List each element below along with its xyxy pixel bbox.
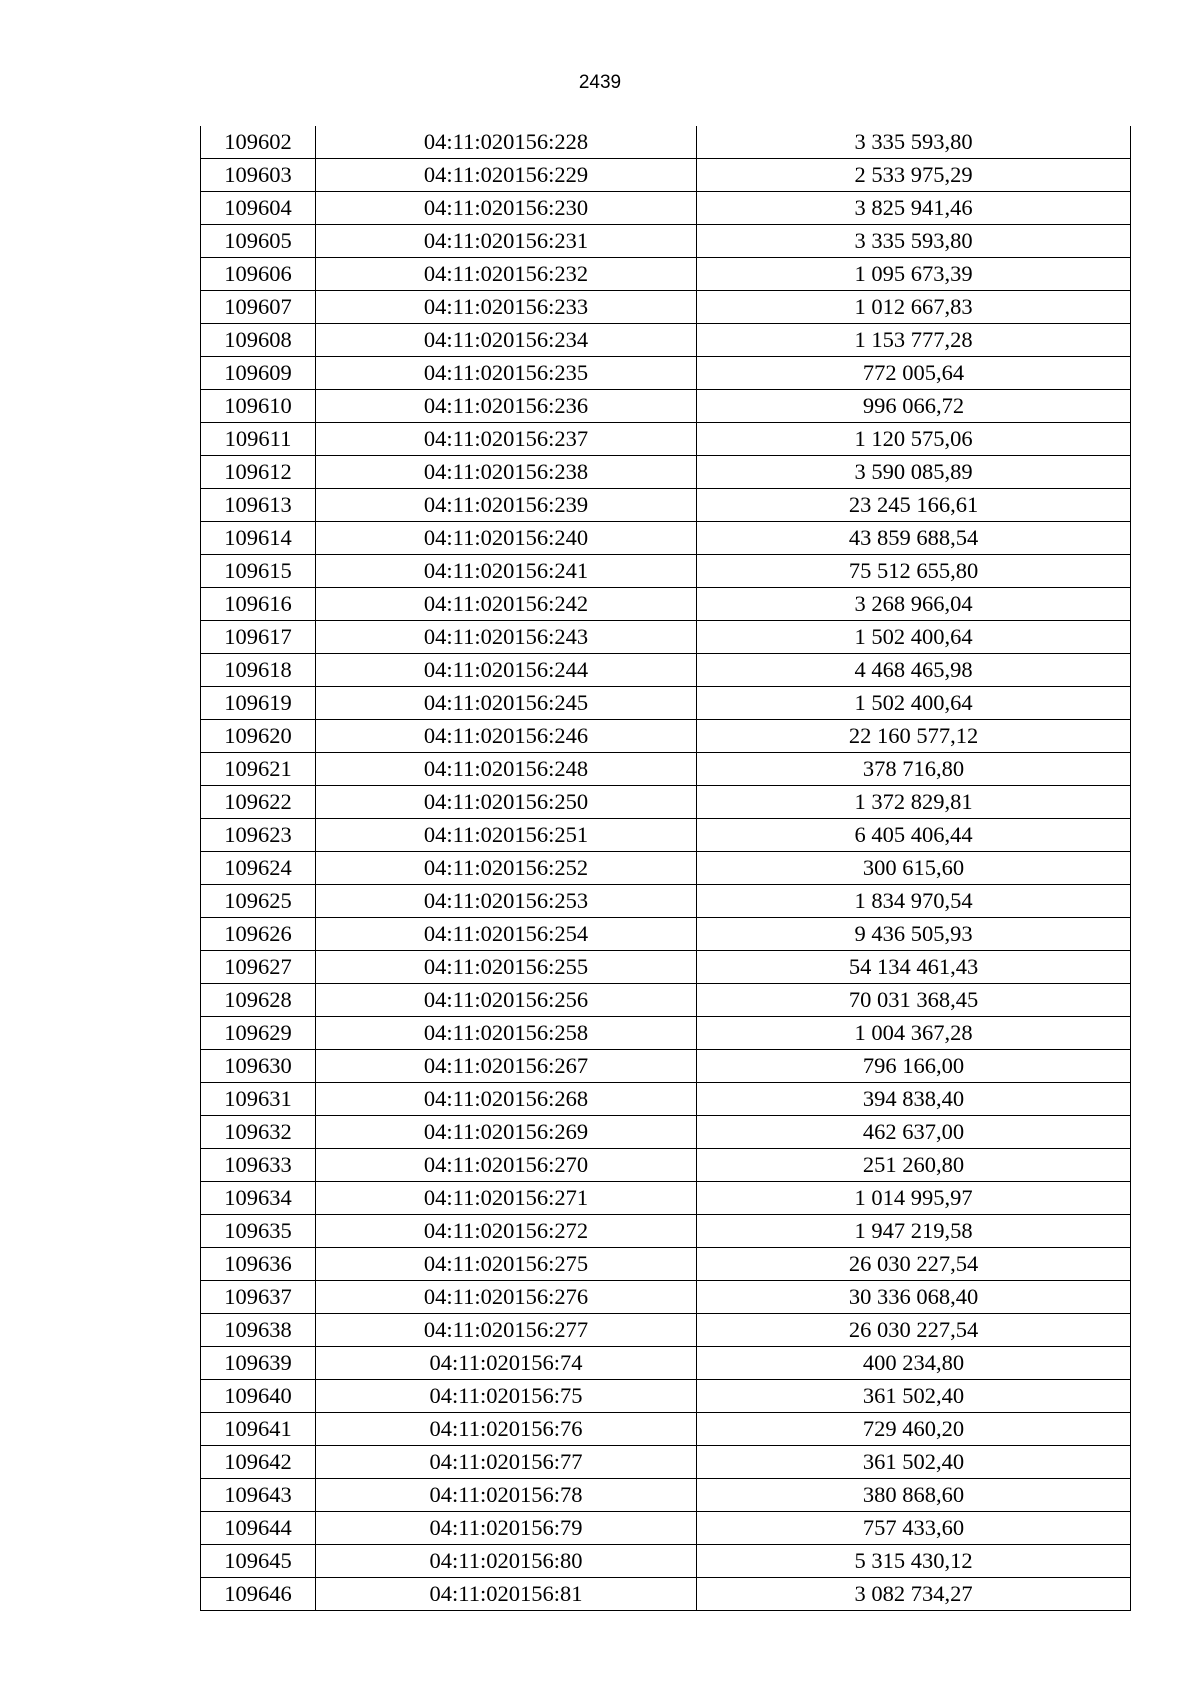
- row-number-cell: 109637: [201, 1281, 316, 1314]
- value-cell: 2 533 975,29: [697, 159, 1131, 192]
- value-cell: 1 502 400,64: [697, 621, 1131, 654]
- cadastral-number-cell: 04:11:020156:238: [316, 456, 697, 489]
- row-number-cell: 109643: [201, 1479, 316, 1512]
- table-row: [201, 720, 1131, 753]
- cadastral-number-cell: 04:11:020156:242: [316, 588, 697, 621]
- row-number-cell: 109605: [201, 225, 316, 258]
- row-number-cell: 109630: [201, 1050, 316, 1083]
- cadastral-number-cell: 04:11:020156:272: [316, 1215, 697, 1248]
- row-number-cell: 109614: [201, 522, 316, 555]
- cadastral-number-cell: 04:11:020156:75: [316, 1380, 697, 1413]
- cadastral-number-cell: 04:11:020156:277: [316, 1314, 697, 1347]
- cadastral-number-cell: 04:11:020156:234: [316, 324, 697, 357]
- row-number-cell: 109615: [201, 555, 316, 588]
- row-number-cell: 109628: [201, 984, 316, 1017]
- value-cell: 22 160 577,12: [697, 720, 1131, 753]
- cadastral-number-cell: 04:11:020156:243: [316, 621, 697, 654]
- value-cell: 3 825 941,46: [697, 192, 1131, 225]
- cadastral-number-cell: 04:11:020156:245: [316, 687, 697, 720]
- row-number-cell: 109640: [201, 1380, 316, 1413]
- table-row: [201, 885, 1131, 918]
- cadastral-number-cell: 04:11:020156:79: [316, 1512, 697, 1545]
- row-number-cell: 109646: [201, 1578, 316, 1611]
- table-row: [201, 357, 1131, 390]
- value-cell: 1 947 219,58: [697, 1215, 1131, 1248]
- row-number-cell: 109641: [201, 1413, 316, 1446]
- value-cell: 5 315 430,12: [697, 1545, 1131, 1578]
- table-row: [201, 786, 1131, 819]
- row-number-cell: 109616: [201, 588, 316, 621]
- value-cell: 380 868,60: [697, 1479, 1131, 1512]
- table-row: [201, 324, 1131, 357]
- value-cell: 1 834 970,54: [697, 885, 1131, 918]
- table-row: [201, 1512, 1131, 1545]
- value-cell: 361 502,40: [697, 1446, 1131, 1479]
- row-number-cell: 109617: [201, 621, 316, 654]
- value-cell: 394 838,40: [697, 1083, 1131, 1116]
- table-body: [201, 126, 1131, 1611]
- table-row: [201, 1347, 1131, 1380]
- row-number-cell: 109620: [201, 720, 316, 753]
- value-cell: 1 372 829,81: [697, 786, 1131, 819]
- table-row: [201, 654, 1131, 687]
- value-cell: 400 234,80: [697, 1347, 1131, 1380]
- value-cell: 729 460,20: [697, 1413, 1131, 1446]
- cadastral-number-cell: 04:11:020156:270: [316, 1149, 697, 1182]
- cadastral-number-cell: 04:11:020156:253: [316, 885, 697, 918]
- row-number-cell: 109622: [201, 786, 316, 819]
- row-number-cell: 109626: [201, 918, 316, 951]
- table-row: [201, 555, 1131, 588]
- cadastral-number-cell: 04:11:020156:251: [316, 819, 697, 852]
- row-number-cell: 109623: [201, 819, 316, 852]
- row-number-cell: 109613: [201, 489, 316, 522]
- value-cell: 462 637,00: [697, 1116, 1131, 1149]
- cadastral-number-cell: 04:11:020156:228: [316, 126, 697, 159]
- row-number-cell: 109602: [201, 126, 316, 159]
- cadastral-number-cell: 04:11:020156:230: [316, 192, 697, 225]
- cadastral-number-cell: 04:11:020156:256: [316, 984, 697, 1017]
- table-row: [201, 1083, 1131, 1116]
- row-number-cell: 109621: [201, 753, 316, 786]
- table-row: [201, 1116, 1131, 1149]
- row-number-cell: 109624: [201, 852, 316, 885]
- value-cell: 23 245 166,61: [697, 489, 1131, 522]
- table-row: [201, 621, 1131, 654]
- cadastral-number-cell: 04:11:020156:231: [316, 225, 697, 258]
- row-number-cell: 109644: [201, 1512, 316, 1545]
- value-cell: 3 268 966,04: [697, 588, 1131, 621]
- cadastral-number-cell: 04:11:020156:271: [316, 1182, 697, 1215]
- row-number-cell: 109607: [201, 291, 316, 324]
- table-row: [201, 588, 1131, 621]
- cadastral-number-cell: 04:11:020156:267: [316, 1050, 697, 1083]
- cadastral-number-cell: 04:11:020156:276: [316, 1281, 697, 1314]
- table-row: [201, 1380, 1131, 1413]
- cadastral-number-cell: 04:11:020156:232: [316, 258, 697, 291]
- row-number-cell: 109632: [201, 1116, 316, 1149]
- table-row: [201, 1050, 1131, 1083]
- table-row: [201, 918, 1131, 951]
- row-number-cell: 109608: [201, 324, 316, 357]
- table-row: [201, 951, 1131, 984]
- cadastral-number-cell: 04:11:020156:80: [316, 1545, 697, 1578]
- table-row: [201, 984, 1131, 1017]
- value-cell: 757 433,60: [697, 1512, 1131, 1545]
- table-row: [201, 159, 1131, 192]
- cadastral-number-cell: 04:11:020156:254: [316, 918, 697, 951]
- value-cell: 75 512 655,80: [697, 555, 1131, 588]
- page-number: 2439: [578, 72, 622, 93]
- table-row: [201, 1017, 1131, 1050]
- value-cell: 772 005,64: [697, 357, 1131, 390]
- value-cell: 361 502,40: [697, 1380, 1131, 1413]
- table-row: [201, 1149, 1131, 1182]
- table-row: [201, 423, 1131, 456]
- value-cell: 1 153 777,28: [697, 324, 1131, 357]
- cadastral-number-cell: 04:11:020156:269: [316, 1116, 697, 1149]
- table-row: [201, 1578, 1131, 1611]
- row-number-cell: 109609: [201, 357, 316, 390]
- cadastral-number-cell: 04:11:020156:250: [316, 786, 697, 819]
- value-cell: 30 336 068,40: [697, 1281, 1131, 1314]
- row-number-cell: 109610: [201, 390, 316, 423]
- value-cell: 1 095 673,39: [697, 258, 1131, 291]
- table-row: [201, 390, 1131, 423]
- cadastral-number-cell: 04:11:020156:255: [316, 951, 697, 984]
- value-cell: 1 004 367,28: [697, 1017, 1131, 1050]
- table-row: [201, 225, 1131, 258]
- cadastral-number-cell: 04:11:020156:252: [316, 852, 697, 885]
- table-row: [201, 522, 1131, 555]
- value-cell: 26 030 227,54: [697, 1248, 1131, 1281]
- cadastral-number-cell: 04:11:020156:248: [316, 753, 697, 786]
- cadastral-number-cell: 04:11:020156:229: [316, 159, 697, 192]
- table-row: [201, 1446, 1131, 1479]
- table-row: [201, 1479, 1131, 1512]
- table-row: [201, 1413, 1131, 1446]
- table-row: [201, 192, 1131, 225]
- row-number-cell: 109645: [201, 1545, 316, 1578]
- value-cell: 3 082 734,27: [697, 1578, 1131, 1611]
- table-row: [201, 687, 1131, 720]
- row-number-cell: 109633: [201, 1149, 316, 1182]
- value-cell: 4 468 465,98: [697, 654, 1131, 687]
- cadastral-number-cell: 04:11:020156:74: [316, 1347, 697, 1380]
- value-cell: 300 615,60: [697, 852, 1131, 885]
- cadastral-number-cell: 04:11:020156:81: [316, 1578, 697, 1611]
- value-cell: 251 260,80: [697, 1149, 1131, 1182]
- value-cell: 1 502 400,64: [697, 687, 1131, 720]
- value-cell: 1 012 667,83: [697, 291, 1131, 324]
- table-row: [201, 489, 1131, 522]
- value-cell: 378 716,80: [697, 753, 1131, 786]
- cadastral-number-cell: 04:11:020156:236: [316, 390, 697, 423]
- table-row: [201, 753, 1131, 786]
- table-row: [201, 819, 1131, 852]
- cadastral-number-cell: 04:11:020156:275: [316, 1248, 697, 1281]
- cadastral-number-cell: 04:11:020156:239: [316, 489, 697, 522]
- row-number-cell: 109638: [201, 1314, 316, 1347]
- row-number-cell: 109642: [201, 1446, 316, 1479]
- value-cell: 796 166,00: [697, 1050, 1131, 1083]
- row-number-cell: 109627: [201, 951, 316, 984]
- cadastral-number-cell: 04:11:020156:258: [316, 1017, 697, 1050]
- cadastral-number-cell: 04:11:020156:233: [316, 291, 697, 324]
- table-row: [201, 456, 1131, 489]
- value-cell: 9 436 505,93: [697, 918, 1131, 951]
- cadastral-number-cell: 04:11:020156:241: [316, 555, 697, 588]
- value-cell: 26 030 227,54: [697, 1314, 1131, 1347]
- value-cell: 54 134 461,43: [697, 951, 1131, 984]
- data-table: [200, 126, 1131, 1611]
- cadastral-number-cell: 04:11:020156:78: [316, 1479, 697, 1512]
- table-row: [201, 1281, 1131, 1314]
- value-cell: 3 335 593,80: [697, 225, 1131, 258]
- table-row: [201, 852, 1131, 885]
- row-number-cell: 109625: [201, 885, 316, 918]
- table-row: [201, 1215, 1131, 1248]
- row-number-cell: 109618: [201, 654, 316, 687]
- cadastral-number-cell: 04:11:020156:244: [316, 654, 697, 687]
- value-cell: 3 335 593,80: [697, 126, 1131, 159]
- table-row: [201, 1314, 1131, 1347]
- cadastral-number-cell: 04:11:020156:268: [316, 1083, 697, 1116]
- row-number-cell: 109612: [201, 456, 316, 489]
- row-number-cell: 109619: [201, 687, 316, 720]
- value-cell: 6 405 406,44: [697, 819, 1131, 852]
- table-row: [201, 1545, 1131, 1578]
- value-cell: 1 120 575,06: [697, 423, 1131, 456]
- value-cell: 3 590 085,89: [697, 456, 1131, 489]
- cadastral-number-cell: 04:11:020156:237: [316, 423, 697, 456]
- row-number-cell: 109635: [201, 1215, 316, 1248]
- value-cell: 43 859 688,54: [697, 522, 1131, 555]
- value-cell: 996 066,72: [697, 390, 1131, 423]
- row-number-cell: 109639: [201, 1347, 316, 1380]
- table-row: [201, 1248, 1131, 1281]
- row-number-cell: 109606: [201, 258, 316, 291]
- table-row: [201, 291, 1131, 324]
- value-cell: 1 014 995,97: [697, 1182, 1131, 1215]
- table-row: [201, 126, 1131, 159]
- cadastral-number-cell: 04:11:020156:235: [316, 357, 697, 390]
- table-row: [201, 258, 1131, 291]
- cadastral-number-cell: 04:11:020156:246: [316, 720, 697, 753]
- row-number-cell: 109629: [201, 1017, 316, 1050]
- cadastral-number-cell: 04:11:020156:77: [316, 1446, 697, 1479]
- row-number-cell: 109604: [201, 192, 316, 225]
- row-number-cell: 109603: [201, 159, 316, 192]
- row-number-cell: 109636: [201, 1248, 316, 1281]
- cadastral-number-cell: 04:11:020156:240: [316, 522, 697, 555]
- row-number-cell: 109631: [201, 1083, 316, 1116]
- row-number-cell: 109634: [201, 1182, 316, 1215]
- row-number-cell: 109611: [201, 423, 316, 456]
- value-cell: 70 031 368,45: [697, 984, 1131, 1017]
- table-row: [201, 1182, 1131, 1215]
- cadastral-number-cell: 04:11:020156:76: [316, 1413, 697, 1446]
